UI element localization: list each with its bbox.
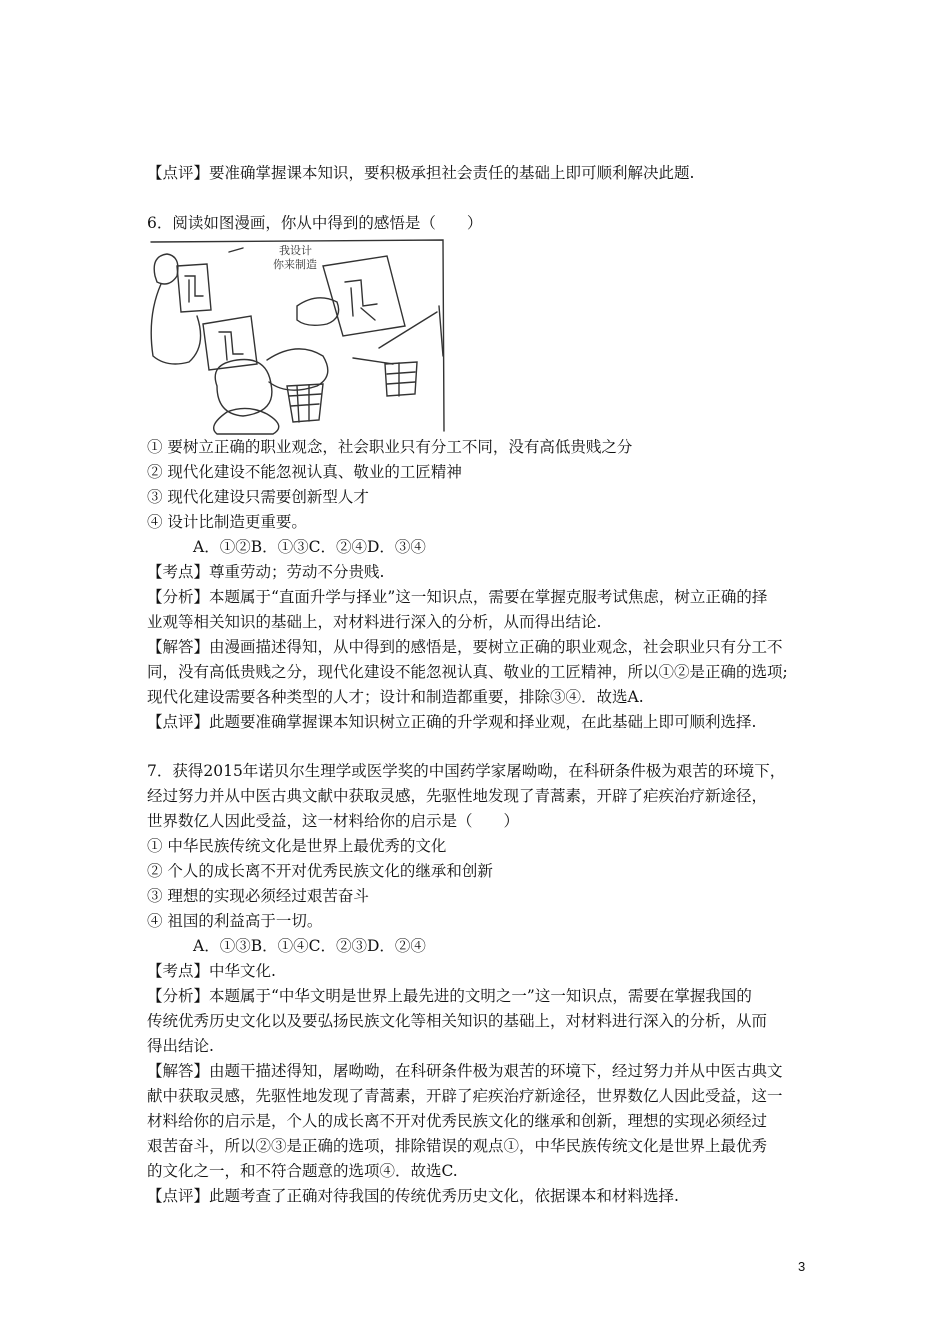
q6-item-2: ② 现代化建设不能忽视认真、敬业的工匠精神: [147, 463, 462, 481]
q6-item-1: ① 要树立正确的职业观念，社会职业只有分工不同，没有高低贵贱之分: [147, 438, 633, 456]
q7-jieda-line-4: 艰苦奋斗，所以②③是正确的选项，排除错误的观点①，中华民族传统文化是世界上最优秀: [147, 1137, 768, 1155]
q6-kaodian: 【考点】尊重劳动；劳动不分贵贱.: [147, 563, 385, 581]
q6-jieda-line-3: 现代化建设需要各种类型的人才；设计和制造都重要，排除③④．故选A.: [147, 688, 644, 706]
q6-options: A．①②B．①③C．②④D．③④: [193, 538, 426, 556]
q7-dianping: 【点评】此题考查了正确对待我国的传统优秀历史文化，依据课本和材料选择.: [147, 1187, 679, 1205]
previous-comment: 【点评】要准确掌握课本知识，要积极承担社会责任的基础上即可顺利解决此题.: [147, 164, 695, 182]
cartoon-caption-line-1: 我设计: [279, 244, 312, 257]
q6-dianping: 【点评】此题要准确掌握课本知识树立正确的升学观和择业观，在此基础上即可顺利选择.: [147, 713, 757, 731]
page-number: 3: [798, 1259, 806, 1274]
q6-jieda-line-2: 同，没有高低贵贱之分，现代化建设不能忽视认真、敬业的工匠精神，所以①②是正确的选项;: [147, 663, 788, 681]
cartoon-image: [147, 236, 447, 436]
q7-jieda-line-3: 材料给你的启示是，个人的成长离不开对优秀民族文化的继承和创新，理想的实现必须经过: [147, 1112, 768, 1130]
q7-item-4: ④ 祖国的利益高于一切。: [147, 912, 323, 930]
q7-options: A．①③B．①④C．②③D．②④: [193, 937, 426, 955]
q7-stem-line-2: 经过努力并从中医古典文献中获取灵感，先驱性地发现了青蒿素，开辟了疟疾治疗新途径，: [147, 787, 768, 805]
q7-fenxi-line-1: 【分析】本题属于“中华文明是世界上最先进的文明之一”这一知识点，需要在掌握我国的: [147, 987, 752, 1005]
q6-item-3: ③ 现代化建设只需要创新型人才: [147, 488, 369, 506]
q7-jieda-line-5: 的文化之一，和不符合题意的选项④．故选C.: [147, 1162, 458, 1180]
q6-fenxi-line-2: 业观等相关知识的基础上，对材料进行深入的分析，从而得出结论.: [147, 613, 602, 631]
q7-stem-line-1: 7．获得2015年诺贝尔生理学或医学奖的中国药学家屠呦呦，在科研条件极为艰苦的环境下，: [147, 762, 786, 780]
cartoon-caption-line-2: 你来制造: [273, 258, 317, 271]
q7-item-2: ② 个人的成长离不开对优秀民族文化的继承和创新: [147, 862, 493, 880]
q7-fenxi-line-2: 传统优秀历史文化以及要弘扬民族文化等相关知识的基础上，对材料进行深入的分析，从而: [147, 1012, 768, 1030]
q7-jieda-line-2: 献中获取灵感，先驱性地发现了青蒿素，开辟了疟疾治疗新途径，世界数亿人因此受益，这一: [147, 1087, 783, 1105]
q7-fenxi-line-3: 得出结论.: [147, 1037, 214, 1055]
q7-kaodian: 【考点】中华文化.: [147, 962, 276, 980]
question-6-stem: 6．阅读如图漫画，你从中得到的感悟是（ ）: [147, 214, 483, 232]
q7-stem-line-3: 世界数亿人因此受益，这一材料给你的启示是（ ）: [147, 812, 520, 830]
q7-jieda-line-1: 【解答】由题干描述得知，屠呦呦，在科研条件极为艰苦的环境下，经过努力并从中医古典文: [147, 1062, 783, 1080]
q6-item-4: ④ 设计比制造更重要。: [147, 513, 307, 531]
q7-item-1: ① 中华民族传统文化是世界上最优秀的文化: [147, 837, 447, 855]
q6-fenxi-line-1: 【分析】本题属于“直面升学与择业”这一知识点，需要在掌握克服考试焦虑，树立正确的择: [147, 588, 768, 606]
q7-item-3: ③ 理想的实现必须经过艰苦奋斗: [147, 887, 369, 905]
q6-jieda-line-1: 【解答】由漫画描述得知，从中得到的感悟是，要树立正确的职业观念，社会职业只有分工不: [147, 638, 783, 656]
